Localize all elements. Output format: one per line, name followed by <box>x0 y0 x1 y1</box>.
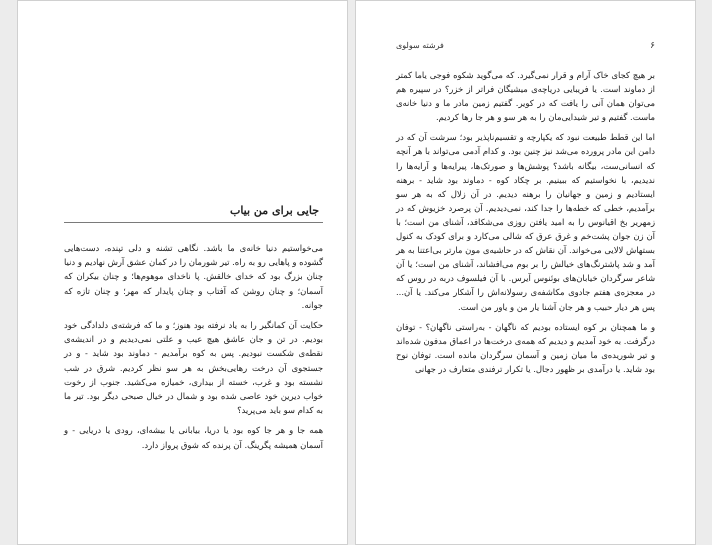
chapter-title: جایی برای من بیاب <box>229 204 319 217</box>
running-header: فرشته سولوی <box>396 41 444 50</box>
chapter-heading <box>64 200 323 223</box>
paragraph: می‌خواستیم دنیا خانه‌ی ما باشد. نگاهی تشنه و دلی تپنده، دست‌هایی گشوده و پاهایی رو به راه. تیر شورمان را در کمان عشق آرش نهادیم و دنیا چنان بزرگ بود که خدای خالقش. پا ناخدای موهوم‌ها؛ و چنان بیکران که آسمان؛ و چنان روشن که آفتاب و چنان پایدار که مهر؛ و چنان تازه که جوانه. <box>64 243 323 310</box>
page-number: ۶ <box>650 41 655 51</box>
paragraph: بر هیچ کجای خاک آرام و قرار نمی‌گیرد. که می‌گوید شکوه فوجی یاما کمتر از دماوند است. یا فریبایی دریاچه‌ی میشیگان فراتر از خزر؟ در سپیره هم می‌توان همان آنی را یافت که در کویر. گفتیم زمین مادر ما و دنیا خانه‌ی ماست. گفتیم و تیر شیدایی‌مان را به هر سو و هر جا رها کردیم. <box>396 70 655 123</box>
paragraph: اما این قطط طبیعت نبود که یکپارچه و تقسیم‌ناپذیر بود؛ سرشت آن که در دامن این مادر پرورده می‌شد نیز چنین بود. و کدام آدمی می‌تواند با هر آنچه که انسانی‌ست، بیگانه باشد؟ پوشش‌ها و صورتک‌ها، پیرایه‌ها و آرایه‌ها را ندیدیم، با نخواستیم که ببینیم. بر چکاد کوه - دماوند بود شاید - برهنه ایستادیم و زمین و جهانیان را برهنه دیدیم. در آن زلال که به هر سو برآمدیم، خطی که خطه‌ها را جدا کند، نمی‌دیدیم. آن پرصرد خزیوش که در زمهریر بخ اقیانوس را به امید یافتن روزی می‌شکافد، آشنای من است؛ با آن زن جوان پشت‌خم و غرق عرق که شالی می‌کارد و برای کودک به کنول بستهاش لالایی می‌خواند. آن نقاش که در حاشیه‌ی مون مارتر بی‌اعتنا به هر آمد و شد پاشترنگ‌های خیالش را بر بوم می‌افشاند، آشنای من است؛ یا آن شاعر سرگردان خیابان‌های بوئنوس آیرس. با آن فیلسوف دربه در روس که در معجزه‌ی هفتم جادوی مکاشفه‌ی رسولانه‌اش را آشکار می‌کند. یا آن... پس هر دیار حبیب و هر جان آشنا یار من و یاور من است. <box>396 132 655 312</box>
right-page-body <box>396 68 655 382</box>
left-page-body <box>64 241 323 458</box>
page-header <box>396 41 655 55</box>
paragraph: و ما همچنان بر کوه ایستاده بودیم که ناگهان - به‌راستی ناگهان؟ - توفان درگرفت. به خود آمدیم و دیدیم که همه‌ی درخت‌ها در اعماق مدفون شده‌اند و تیر شوریده‌ی ما میان زمین و آسمان سرگردان مانده است. توفان نوح بود شاید. یا درآمدی بر ظهور دجال. یا تکرار ترفندی متعارف در جهانی <box>396 321 655 374</box>
paragraph: همه جا و هر جا کوه بود یا دریا، بیابانی یا بیشه‌ای، رودی یا دریایی - و آسمان همیشه پگرینگ. آن پرنده که شوق پرواز دارد. <box>64 425 323 450</box>
right-page <box>355 0 696 545</box>
left-page <box>17 0 348 545</box>
paragraph: حکایت آن کمانگیر را به یاد نرفته بود هنوز؛ و ما که فرشته‌ی دلدادگی خود بودیم. در تن و جان عاشق هیچ عیب و علتی نمی‌دیدیم و در اندیشه‌ی نقطه‌ی شکست نبودیم. پس به کوه برآمدیم - دماوند بود شاید - و در جستجوی آن درخت رهایی‌بخش به هر سو نظر کردیم. شرق در شب نشسته بود و غرب، خسته از بیداری، خمیازه می‌کشید. جنوب از رخوت خواب دیرین خود عاصی شده بود و شمال در خیال صبحی دیگر بود. تیر ما به کدام سو باید می‌پرید؟ <box>64 320 323 416</box>
